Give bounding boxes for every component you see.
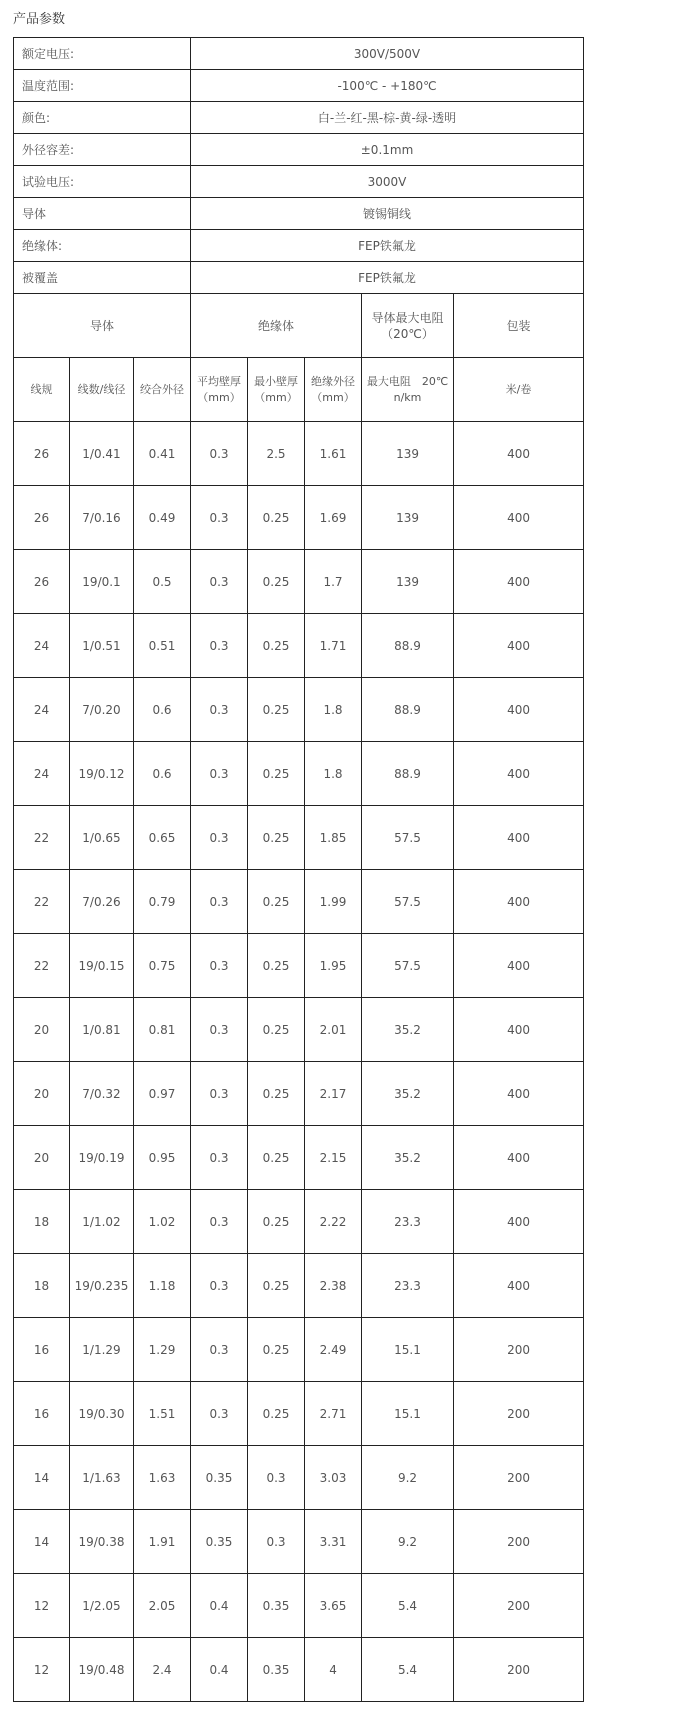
max-res-cell: 23.3 (362, 1254, 454, 1318)
table-row (14, 550, 584, 614)
strands-cell: 1/0.41 (70, 422, 134, 486)
awg-cell: 14 (14, 1510, 70, 1574)
strands-cell: 7/0.16 (70, 486, 134, 550)
min-wall-cell: 0.25 (248, 550, 305, 614)
avg-wall-cell: 0.35 (191, 1510, 248, 1574)
packing-cell: 200 (454, 1446, 584, 1510)
strands-cell: 19/0.235 (70, 1254, 134, 1318)
table-row (14, 614, 584, 678)
strands-cell: 19/0.48 (70, 1638, 134, 1702)
awg-cell: 22 (14, 934, 70, 998)
strand-od-cell: 1.29 (134, 1318, 191, 1382)
ins-od-cell: 1.69 (305, 486, 362, 550)
strand-od-cell: 0.97 (134, 1062, 191, 1126)
ins-od-cell: 2.22 (305, 1190, 362, 1254)
avg-wall-cell: 0.35 (191, 1446, 248, 1510)
ins-od-cell: 2.01 (305, 998, 362, 1062)
max-res-cell: 23.3 (362, 1190, 454, 1254)
min-wall-cell: 0.25 (248, 1126, 305, 1190)
spec-value: 300V/500V (191, 38, 584, 70)
strand-od-cell: 1.18 (134, 1254, 191, 1318)
col-header-avg-wall: 平均壁厚（mm） (191, 358, 248, 422)
awg-cell: 20 (14, 1062, 70, 1126)
avg-wall-cell: 0.3 (191, 1318, 248, 1382)
col-header-awg: 线规 (14, 358, 70, 422)
packing-cell: 200 (454, 1510, 584, 1574)
strand-od-cell: 0.65 (134, 806, 191, 870)
max-res-cell: 15.1 (362, 1318, 454, 1382)
min-wall-cell: 0.25 (248, 486, 305, 550)
packing-cell: 400 (454, 870, 584, 934)
awg-cell: 24 (14, 678, 70, 742)
spec-row (14, 134, 584, 166)
strands-cell: 19/0.12 (70, 742, 134, 806)
packing-cell: 400 (454, 806, 584, 870)
conductor-group-header: 导体 (14, 294, 191, 358)
col-header-strands: 线数/线径 (70, 358, 134, 422)
table-row (14, 1510, 584, 1574)
table-row (14, 486, 584, 550)
awg-cell: 26 (14, 550, 70, 614)
packing-cell: 400 (454, 1126, 584, 1190)
spec-row (14, 38, 584, 70)
min-wall-cell: 0.25 (248, 614, 305, 678)
strand-od-cell: 0.75 (134, 934, 191, 998)
ins-od-cell: 1.61 (305, 422, 362, 486)
max-res-cell: 88.9 (362, 742, 454, 806)
max-res-cell: 5.4 (362, 1638, 454, 1702)
ins-od-cell: 3.65 (305, 1574, 362, 1638)
ins-od-cell: 3.31 (305, 1510, 362, 1574)
table-row (14, 1318, 584, 1382)
awg-cell: 18 (14, 1254, 70, 1318)
col-header-ins-od: 绝缘外径（mm） (305, 358, 362, 422)
avg-wall-cell: 0.3 (191, 614, 248, 678)
table-row (14, 1638, 584, 1702)
table-row (14, 1446, 584, 1510)
awg-cell: 24 (14, 742, 70, 806)
avg-wall-cell: 0.3 (191, 422, 248, 486)
strands-cell: 19/0.38 (70, 1510, 134, 1574)
col-header-max-res: 最大电阻 20℃ n/km (362, 358, 454, 422)
packing-cell: 400 (454, 934, 584, 998)
strand-od-cell: 0.95 (134, 1126, 191, 1190)
strand-od-cell: 2.4 (134, 1638, 191, 1702)
ins-od-cell: 1.71 (305, 614, 362, 678)
packing-cell: 400 (454, 1062, 584, 1126)
section-title: 产品参数 (13, 12, 66, 27)
ins-od-cell: 1.8 (305, 742, 362, 806)
col-header-strand-od: 绞合外径 (134, 358, 191, 422)
table-row (14, 1382, 584, 1446)
spec-value: -100℃ - +180℃ (191, 70, 584, 102)
strand-od-cell: 1.63 (134, 1446, 191, 1510)
ins-od-cell: 4 (305, 1638, 362, 1702)
avg-wall-cell: 0.4 (191, 1574, 248, 1638)
min-wall-cell: 0.25 (248, 1318, 305, 1382)
packing-cell: 400 (454, 486, 584, 550)
spec-label: 试验电压: (14, 166, 191, 198)
strands-cell: 19/0.19 (70, 1126, 134, 1190)
packing-cell: 400 (454, 614, 584, 678)
packing-cell: 200 (454, 1318, 584, 1382)
strand-od-cell: 0.6 (134, 678, 191, 742)
spec-value: FEP铁氟龙 (191, 262, 584, 294)
min-wall-cell: 2.5 (248, 422, 305, 486)
awg-cell: 18 (14, 1190, 70, 1254)
max-res-cell: 139 (362, 422, 454, 486)
min-wall-cell: 0.25 (248, 742, 305, 806)
group-header-row (14, 294, 584, 358)
strands-cell: 1/1.63 (70, 1446, 134, 1510)
spec-value: FEP铁氟龙 (191, 230, 584, 262)
strands-cell: 1/1.29 (70, 1318, 134, 1382)
avg-wall-cell: 0.3 (191, 1190, 248, 1254)
ins-od-cell: 2.38 (305, 1254, 362, 1318)
awg-cell: 16 (14, 1318, 70, 1382)
spec-row (14, 262, 584, 294)
ins-od-cell: 2.49 (305, 1318, 362, 1382)
avg-wall-cell: 0.3 (191, 678, 248, 742)
min-wall-cell: 0.25 (248, 1190, 305, 1254)
packing-cell: 400 (454, 1190, 584, 1254)
packing-cell: 200 (454, 1382, 584, 1446)
table-row (14, 1190, 584, 1254)
awg-cell: 24 (14, 614, 70, 678)
table-row (14, 1254, 584, 1318)
min-wall-cell: 0.25 (248, 1254, 305, 1318)
max-res-cell: 88.9 (362, 678, 454, 742)
table-row (14, 1062, 584, 1126)
max-res-cell: 35.2 (362, 1126, 454, 1190)
spec-label: 导体 (14, 198, 191, 230)
table-row (14, 870, 584, 934)
strand-od-cell: 0.81 (134, 998, 191, 1062)
table-row (14, 806, 584, 870)
packing-cell: 400 (454, 550, 584, 614)
ins-od-cell: 2.17 (305, 1062, 362, 1126)
insulation-group-header: 绝缘体 (191, 294, 362, 358)
packing-cell: 400 (454, 742, 584, 806)
strands-cell: 19/0.30 (70, 1382, 134, 1446)
avg-wall-cell: 0.3 (191, 1254, 248, 1318)
avg-wall-cell: 0.3 (191, 998, 248, 1062)
strands-cell: 1/0.51 (70, 614, 134, 678)
avg-wall-cell: 0.3 (191, 486, 248, 550)
max-res-cell: 139 (362, 550, 454, 614)
avg-wall-cell: 0.3 (191, 550, 248, 614)
spec-value: 3000V (191, 166, 584, 198)
table-row (14, 742, 584, 806)
min-wall-cell: 0.25 (248, 806, 305, 870)
max-res-cell: 15.1 (362, 1382, 454, 1446)
min-wall-cell: 0.3 (248, 1510, 305, 1574)
min-wall-cell: 0.3 (248, 1446, 305, 1510)
packing-cell: 400 (454, 998, 584, 1062)
strands-cell: 19/0.15 (70, 934, 134, 998)
avg-wall-cell: 0.3 (191, 870, 248, 934)
ins-od-cell: 1.7 (305, 550, 362, 614)
table-row (14, 934, 584, 998)
min-wall-cell: 0.25 (248, 870, 305, 934)
strand-od-cell: 0.5 (134, 550, 191, 614)
max-res-cell: 57.5 (362, 870, 454, 934)
ins-od-cell: 1.95 (305, 934, 362, 998)
max-res-cell: 57.5 (362, 806, 454, 870)
table-row (14, 422, 584, 486)
strand-od-cell: 0.49 (134, 486, 191, 550)
spec-row (14, 102, 584, 134)
awg-cell: 12 (14, 1574, 70, 1638)
strand-od-cell: 1.91 (134, 1510, 191, 1574)
avg-wall-cell: 0.3 (191, 934, 248, 998)
spec-label: 温度范围: (14, 70, 191, 102)
col-header-min-wall: 最小壁厚（mm） (248, 358, 305, 422)
product-parameters-table (13, 37, 584, 1702)
min-wall-cell: 0.25 (248, 678, 305, 742)
strands-cell: 19/0.1 (70, 550, 134, 614)
strands-cell: 7/0.26 (70, 870, 134, 934)
table-row (14, 1574, 584, 1638)
strand-od-cell: 2.05 (134, 1574, 191, 1638)
avg-wall-cell: 0.4 (191, 1638, 248, 1702)
avg-wall-cell: 0.3 (191, 806, 248, 870)
min-wall-cell: 0.25 (248, 1382, 305, 1446)
strands-cell: 7/0.20 (70, 678, 134, 742)
table-row (14, 1126, 584, 1190)
spec-label: 额定电压: (14, 38, 191, 70)
max-res-cell: 35.2 (362, 1062, 454, 1126)
strand-od-cell: 1.02 (134, 1190, 191, 1254)
spec-value: 白-兰-红-黑-棕-黄-绿-透明 (191, 102, 584, 134)
spec-row (14, 230, 584, 262)
awg-cell: 22 (14, 870, 70, 934)
table-row (14, 678, 584, 742)
strand-od-cell: 0.79 (134, 870, 191, 934)
spec-label: 被覆盖 (14, 262, 191, 294)
max-res-cell: 5.4 (362, 1574, 454, 1638)
spec-label: 绝缘体: (14, 230, 191, 262)
packing-cell: 400 (454, 422, 584, 486)
packing-cell: 400 (454, 678, 584, 742)
spec-value: ±0.1mm (191, 134, 584, 166)
max-res-cell: 9.2 (362, 1510, 454, 1574)
packing-cell: 200 (454, 1638, 584, 1702)
packing-cell: 400 (454, 1254, 584, 1318)
max-res-cell: 9.2 (362, 1446, 454, 1510)
avg-wall-cell: 0.3 (191, 742, 248, 806)
strand-od-cell: 1.51 (134, 1382, 191, 1446)
spec-label: 外径容差: (14, 134, 191, 166)
strands-cell: 7/0.32 (70, 1062, 134, 1126)
min-wall-cell: 0.25 (248, 1062, 305, 1126)
spec-row (14, 70, 584, 102)
awg-cell: 20 (14, 998, 70, 1062)
packing-cell: 200 (454, 1574, 584, 1638)
max-res-cell: 88.9 (362, 614, 454, 678)
strands-cell: 1/1.02 (70, 1190, 134, 1254)
awg-cell: 22 (14, 806, 70, 870)
packing-group-header: 包装 (454, 294, 584, 358)
ins-od-cell: 1.85 (305, 806, 362, 870)
spec-row (14, 198, 584, 230)
awg-cell: 12 (14, 1638, 70, 1702)
awg-cell: 26 (14, 422, 70, 486)
min-wall-cell: 0.25 (248, 998, 305, 1062)
spec-value: 镀锡铜线 (191, 198, 584, 230)
min-wall-cell: 0.35 (248, 1574, 305, 1638)
ins-od-cell: 2.15 (305, 1126, 362, 1190)
strands-cell: 1/0.65 (70, 806, 134, 870)
col-header-packing: 米/卷 (454, 358, 584, 422)
ins-od-cell: 3.03 (305, 1446, 362, 1510)
avg-wall-cell: 0.3 (191, 1126, 248, 1190)
awg-cell: 26 (14, 486, 70, 550)
awg-cell: 16 (14, 1382, 70, 1446)
ins-od-cell: 1.99 (305, 870, 362, 934)
strand-od-cell: 0.51 (134, 614, 191, 678)
min-wall-cell: 0.25 (248, 934, 305, 998)
max-res-cell: 35.2 (362, 998, 454, 1062)
strands-cell: 1/0.81 (70, 998, 134, 1062)
strands-cell: 1/2.05 (70, 1574, 134, 1638)
awg-cell: 20 (14, 1126, 70, 1190)
table-row (14, 998, 584, 1062)
avg-wall-cell: 0.3 (191, 1382, 248, 1446)
max-res-cell: 139 (362, 486, 454, 550)
ins-od-cell: 2.71 (305, 1382, 362, 1446)
max-res-cell: 57.5 (362, 934, 454, 998)
spec-label: 颜色: (14, 102, 191, 134)
resistance-group-header: 导体最大电阻（20℃） (362, 294, 454, 358)
ins-od-cell: 1.8 (305, 678, 362, 742)
min-wall-cell: 0.35 (248, 1638, 305, 1702)
spec-row (14, 166, 584, 198)
avg-wall-cell: 0.3 (191, 1062, 248, 1126)
column-header-row (14, 358, 584, 422)
strand-od-cell: 0.41 (134, 422, 191, 486)
awg-cell: 14 (14, 1446, 70, 1510)
strand-od-cell: 0.6 (134, 742, 191, 806)
